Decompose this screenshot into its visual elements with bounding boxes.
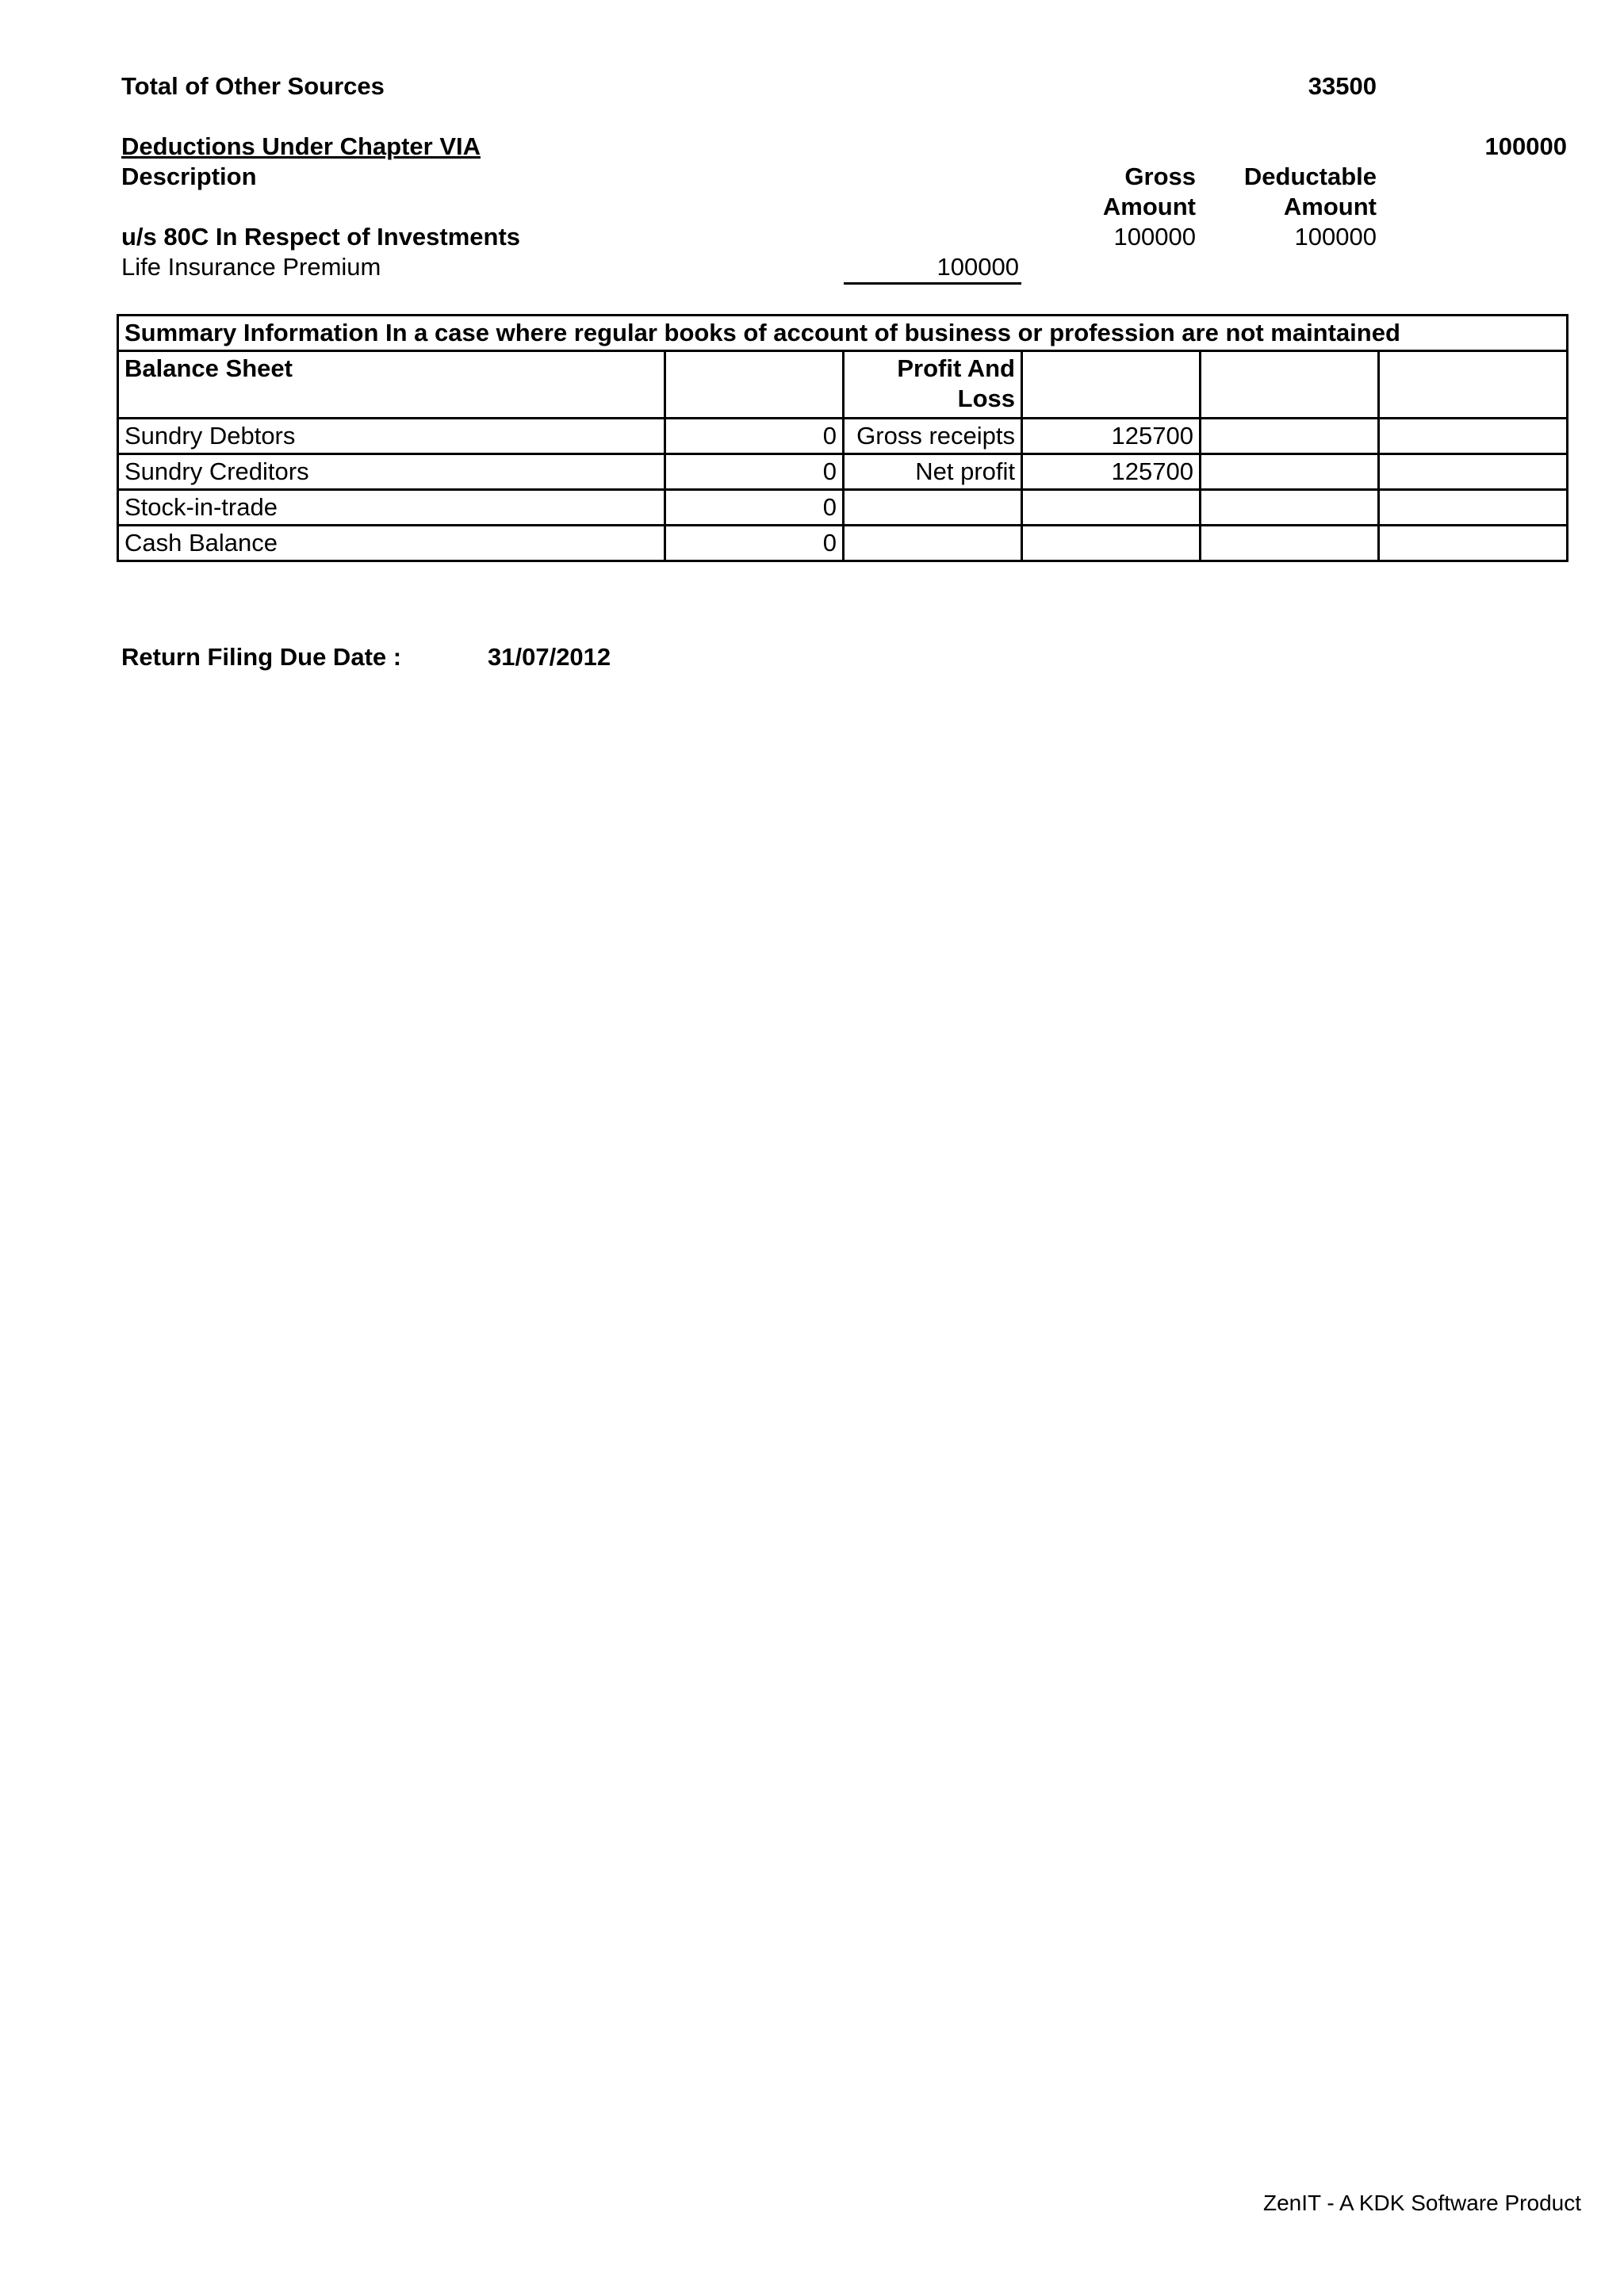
empty-cell: [1201, 490, 1379, 526]
life-insurance-value: 100000: [936, 253, 1019, 281]
profit-and-loss-header-line2: Loss: [957, 385, 1015, 412]
empty-cell: [1201, 526, 1379, 561]
profit-and-loss-header-line1: Profit And: [897, 354, 1015, 382]
empty-cell: [1379, 526, 1568, 561]
row-label: Cash Balance: [118, 526, 665, 561]
row-value: 0: [665, 419, 844, 454]
table-row: [118, 490, 1568, 526]
deductions-heading: Deductions Under Chapter VIA: [121, 132, 481, 160]
row-value: 0: [665, 454, 844, 490]
section-80c-gross: 100000: [1113, 223, 1196, 251]
description-label: Description: [121, 163, 257, 190]
row-pl-value: [1022, 490, 1201, 526]
row-pl-label: [844, 490, 1022, 526]
deductions-total: 100000: [1484, 132, 1567, 160]
summary-header-row: [118, 351, 1568, 419]
other-sources-value: 33500: [1308, 72, 1377, 100]
table-row: [118, 526, 1568, 561]
gross-amount-header-1: Gross: [1124, 163, 1196, 190]
row-pl-label: [844, 526, 1022, 561]
empty-cell: [1201, 454, 1379, 490]
row-value: 0: [665, 490, 844, 526]
deductable-amount-header-1: Deductable: [1243, 163, 1377, 190]
summary-table: [117, 314, 1568, 562]
total-underline: [844, 282, 1021, 285]
empty-cell: [1201, 419, 1379, 454]
row-label: Sundry Creditors: [118, 454, 665, 490]
life-insurance-label: Life Insurance Premium: [121, 253, 381, 281]
header-cell-empty: [1022, 351, 1201, 419]
profit-and-loss-header: [844, 351, 1022, 419]
empty-cell: [1379, 490, 1568, 526]
deductable-amount-header-2: Amount: [1283, 193, 1377, 220]
section-80c-label: u/s 80C In Respect of Investments: [121, 223, 521, 251]
row-label: Sundry Debtors: [118, 419, 665, 454]
footer-text: ZenIT - A KDK Software Product: [1263, 2191, 1581, 2215]
table-row: [118, 454, 1568, 490]
row-value: 0: [665, 526, 844, 561]
section-80c-deductable: 100000: [1294, 223, 1377, 251]
due-date-label: Return Filing Due Date :: [121, 643, 402, 671]
summary-title-row: [118, 316, 1568, 351]
row-pl-value: 125700: [1022, 454, 1201, 490]
empty-cell: [1379, 454, 1568, 490]
row-label: Stock-in-trade: [118, 490, 665, 526]
row-pl-value: [1022, 526, 1201, 561]
other-sources-label: Total of Other Sources: [121, 72, 385, 100]
table-row: [118, 419, 1568, 454]
row-pl-label: Net profit: [844, 454, 1022, 490]
balance-sheet-header: Balance Sheet: [118, 351, 665, 419]
gross-amount-header-2: Amount: [1102, 193, 1196, 220]
header-cell-empty: [1379, 351, 1568, 419]
row-pl-value: 125700: [1022, 419, 1201, 454]
header-cell-empty: [665, 351, 844, 419]
empty-cell: [1379, 419, 1568, 454]
summary-title: Summary Information In a case where regular books of account of business or profession are not maintained: [118, 316, 1568, 351]
row-pl-label: Gross receipts: [844, 419, 1022, 454]
header-cell-empty: [1201, 351, 1379, 419]
due-date-value: 31/07/2012: [488, 643, 611, 671]
